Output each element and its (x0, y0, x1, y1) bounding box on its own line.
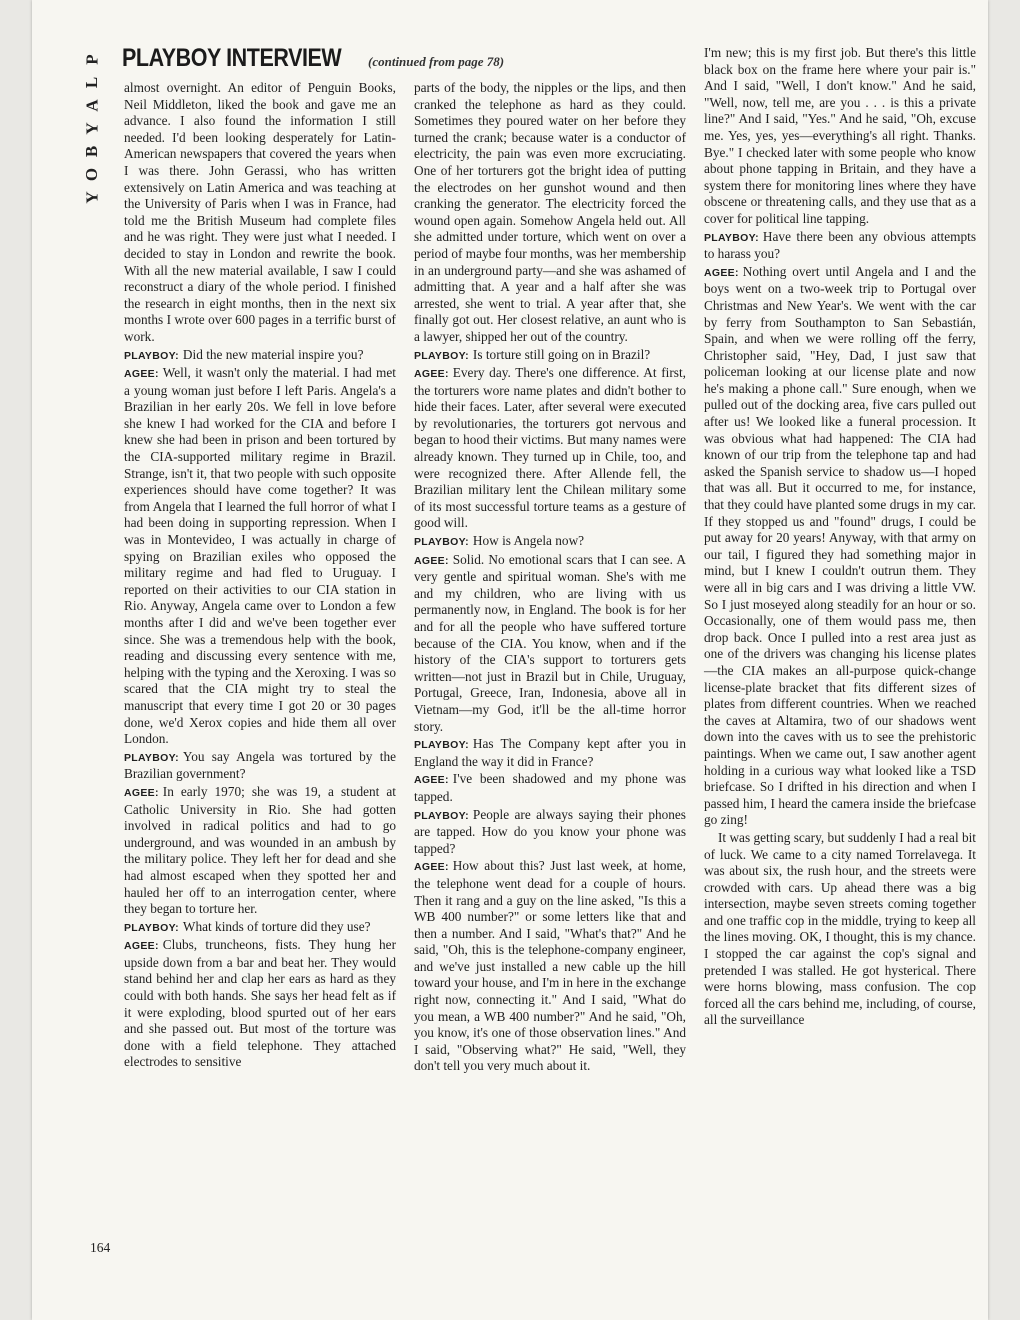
paragraph (414, 858, 686, 1075)
speaker-label: PLAYBOY: (704, 231, 759, 244)
paragraph (414, 771, 686, 805)
speaker-label: PLAYBOY: (414, 349, 469, 362)
paragraph-text: You say Angela was tortured by the Brazilian government? (124, 748, 396, 782)
spine-letter: Y (82, 191, 102, 204)
magazine-page (32, 0, 988, 1320)
text-column-3 (704, 45, 976, 1030)
paragraph-text: How about this? Just last week, at home, the telephone went dead for a couple of hours. Then it rang and a guy on the line asked, "Is this a WB 400 number?" or some letters like that and then a number. And I said, "What's that?" And he said, "Oh, this is the telephone-company engineer, and we've just installed a new cable up the hill toward your house, and I'm in here in the exchange right now, connecting it." And I said, "What do you mean, a WB 400 number?" And he said, "Oh, you know, it's one of those observation lines." And I said, "Observing what?" He said, "Well, they don't tell you very much about it. (414, 858, 686, 1074)
speaker-label: AGEE: (414, 774, 449, 787)
paragraph (414, 80, 686, 346)
speaker-label: PLAYBOY: (124, 921, 179, 934)
text-column-2 (414, 80, 686, 1076)
paragraph-text: Every day. There's one difference. At first, the torturers wore name plates and didn't bother to hide their faces. Later, after several were executed by revolutionaries, the torturers got nervous and began to hood their victims. But many names were already known. They turned up in Chile, too, and were recognized there. After Allende fell, the Brazilian military lent the Chilean military some of its most successful torture teams as a gesture of good will. (414, 365, 686, 531)
paragraph-text: Have there been any obvious attempts to harass you? (704, 228, 976, 262)
spine-letter: Y (82, 122, 102, 135)
speaker-label: AGEE: (704, 266, 739, 279)
paragraph (414, 552, 686, 736)
page-title: PLAYBOY INTERVIEW (122, 44, 342, 72)
paragraph-text: In early 1970; she was 19, a student at Catholic University in Rio. She had gotten involved in radical politics and had to go underground, and was wounded in an ambush by the military police. They left her for dead and she had almost escaped when they spotted her and hauled her off to an interrogation center, where they began to torture her. (124, 783, 396, 917)
paragraph-text: Solid. No emotional scars that I can see. A very gentle and spiritual woman. She's with me and my children, who are living with us permanently now, in England. The book is for her and for all the people who have suffered torture because of the CIA. You know, when and if the history of the CIA's support to torturers gets written—not just in Brazil but in Chile, Uruguay, Portugal, Greece, Iran, Indonesia, above all in Vietnam—my God, it'll be the all-time horror story. (414, 551, 686, 734)
paragraph (414, 347, 686, 365)
paragraph-text: I've been shadowed and my phone was tapped. (414, 771, 686, 804)
paragraph-text: People are always saying their phones are tapped. How do you know your phone was tapped? (414, 806, 686, 856)
paragraph-text: Clubs, truncheons, fists. They hung her upside down from a bar and beat her. They would stand behind her and clap her ears as hard as they could with both hands. She says her head felt as if it were exploding, blood spurted out of her ears and she passed out. But most of the torture was done with a field telephone. They attached electrodes to sensitive (124, 937, 396, 1070)
speaker-label: PLAYBOY: (414, 536, 469, 549)
paragraph-text: Well, it wasn't only the material. I had met a young woman just before I left Paris. Angela's a Brazilian in her early 20s. We fell in love before she knew I had worked for the CIA and before I knew she had been in prison and been tortured by the CIA-supported military regime in Brazil. Strange, isn't it, that two people with such opposite experiences should have come together? It was from Angela that I learned the full horror of what I had been doing in supporting repression. When I was in Montevideo, I was actually in charge of spying on Brazilian exiles who opposed the military regime and had fled to Uruguay. I reported on their activities to our CIA station in Rio. Anyway, Angela came over to London a few months after I did and we've been together ever since. She was a tremendous help with the book, reading and discussing every sentence with me, helping with the typing and the Xeroxing. I was so scared that the CIA might try to steal the manuscript that every time I got 20 or 30 pages done, we'd Xerox copies and hide them all over London. (124, 365, 396, 747)
spine-letter: L (82, 76, 102, 89)
paragraph (414, 736, 686, 770)
spine-logo (78, 48, 106, 209)
paragraph-text: Nothing overt until Angela and I and the boys went on a two-week trip to Portugal over Christmas and New Year's. We went with the car by ferry from Southampton to San Sebastián, Spain, and when we were rolling off the ferry, Christopher said, "Hey, Dad, I just saw that policeman looking at our license plate and now he's making a phone call." Sure enough, when we pulled out of the docking area, five cars pulled out after us! We looked like a funeral procession. It was obvious what had happened: The CIA had known of our trip from the telephone tap and had asked the Spanish service to shadow us—I hoped that was all. But it occurred to me, for instance, that they could have planted some drugs in my car. If they stopped us and "found" drugs, I could be put away for 20 years! Anyway, with that army on our tail, I figured they had something major in mind, but I knew I couldn't outrun them. They were all in big cars and I was driving a little VW. So I just moseyed along steadily for an hour or so. Occasionally, one of them would pass me, then drop back. Once I pulled into a rest area just as one of the drivers was changing his license plates—the CIA makes an all-purpose quick-change license-plate bracket that fits different sizes of plates from different countries. When we reached the caves at Altamira, two of our shadows went down into the caves with us to see the prehistoric paintings. When we came out, I saw another agent holding in a curious way what looked like a TSD briefcase. So I drifted in his direction and when I passed him, I heard the camera inside the briefcase go zing! (704, 263, 976, 828)
continuation-note: (continued from page 78) (368, 54, 505, 69)
speaker-label: PLAYBOY: (124, 349, 179, 362)
paragraph (704, 830, 976, 1029)
speaker-label: PLAYBOY: (414, 809, 469, 822)
speaker-label: AGEE: (124, 786, 159, 799)
paragraph-text: I'm new; this is my first job. But there's this little black box on the frame here where your pair is." And I said, "Well, I don't know." And he said, "Well, now, tell me, are you . . . is this a private line?" And I said, "Yes." And he said, "Oh, excuse me. Yes, yes, yes—everything's all right. Thanks. Bye." I checked later with some people who know about phone tapping in Britain, and they have a system there for monitoring lines where they have obscene or threatening calls, and they use that as a cover for political line tapping. (704, 45, 976, 226)
speaker-label: AGEE: (414, 861, 449, 874)
paragraph-text: Is torture still going on in Brazil? (472, 346, 651, 362)
paragraph-text: What kinds of torture did they use? (182, 918, 371, 934)
paragraph (414, 533, 686, 551)
paragraph (704, 229, 976, 263)
speaker-label: AGEE: (124, 368, 159, 381)
speaker-label: PLAYBOY: (414, 739, 469, 752)
speaker-label: AGEE: (414, 554, 449, 567)
paragraph-text: Did the new material inspire you? (182, 346, 364, 362)
page-number: 164 (90, 1240, 111, 1255)
spine-letter: A (82, 99, 102, 112)
paragraph (124, 784, 396, 918)
speaker-label: AGEE: (414, 368, 449, 381)
text-column-1 (124, 80, 396, 1072)
paragraph-text: It was getting scary, but suddenly I had a real bit of luck. We came to a city named Torrelavega. It was about six, the rush hour, and the streets were crowded with cars. Up ahead there was a big intersection, maybe seven streets coming together and one traffic cop in the middle, trying to keep all the lines moving. OK, I thought, this is my chance. I stopped the car against the cop's signal and pretended I was stalled. He got hysterical. There were horns blowing, mass confusion. The cop forced all the cars behind me, including, of course, all the surveillance (704, 829, 976, 1028)
paragraph (704, 264, 976, 829)
speaker-label: AGEE: (124, 940, 159, 953)
paragraph-text: Has The Company kept after you in England the way it did in France? (414, 736, 686, 769)
paragraph (124, 365, 396, 748)
paragraph (414, 807, 686, 858)
paragraph (124, 347, 396, 365)
page-header (122, 44, 505, 78)
paragraph-text: parts of the body, the nipples or the lips, and then cranked the telephone as hard as they could. Sometimes they poured water on her before they turned the crank; because water is a conductor of electricity, the pain was even more excruciating. One of her torturers got the bright idea of putting the electrodes on her gunshot wound and then cranking the generator. The electricity forced the wound open again. Somehow Angela held out. All she admitted under torture, which went on over a period of maybe four months, was her membership in an underground party—and she was ashamed of admitting that. A year and a half after she was arrested, she went to trial. A year after that, she finally got out. Her closest relative, an aunt who is a lawyer, shipped her out of the country. (414, 80, 686, 344)
spine-letter: B (82, 145, 102, 158)
paragraph (124, 749, 396, 783)
paragraph (124, 919, 396, 937)
paragraph (414, 365, 686, 532)
paragraph (124, 937, 396, 1071)
paragraph (124, 80, 396, 346)
paragraph (704, 45, 976, 228)
speaker-label: PLAYBOY: (124, 751, 179, 764)
paragraph-text: almost overnight. An editor of Penguin Books, Neil Middleton, liked the book and gave me an advance. I also found the information I still needed. I'd been looking desperately for Latin-American newspapers that covered the years when I was there. John Gerassi, who has written extensively on Latin America and was teaching at the University of Paris when I was in France, had told me the British Museum had complete files and he was right. They were just what I needed. I decided to stay in London and rewrite the book. With all the new material available, I saw I could reconstruct a diary of the whole period. I finished the research in eight months, then in the next six months I wrote over 600 pages in a terrific burst of work. (124, 80, 396, 344)
paragraph-text: How is Angela now? (472, 533, 585, 549)
spine-letter: P (82, 54, 102, 65)
spine-letter: O (82, 167, 102, 182)
